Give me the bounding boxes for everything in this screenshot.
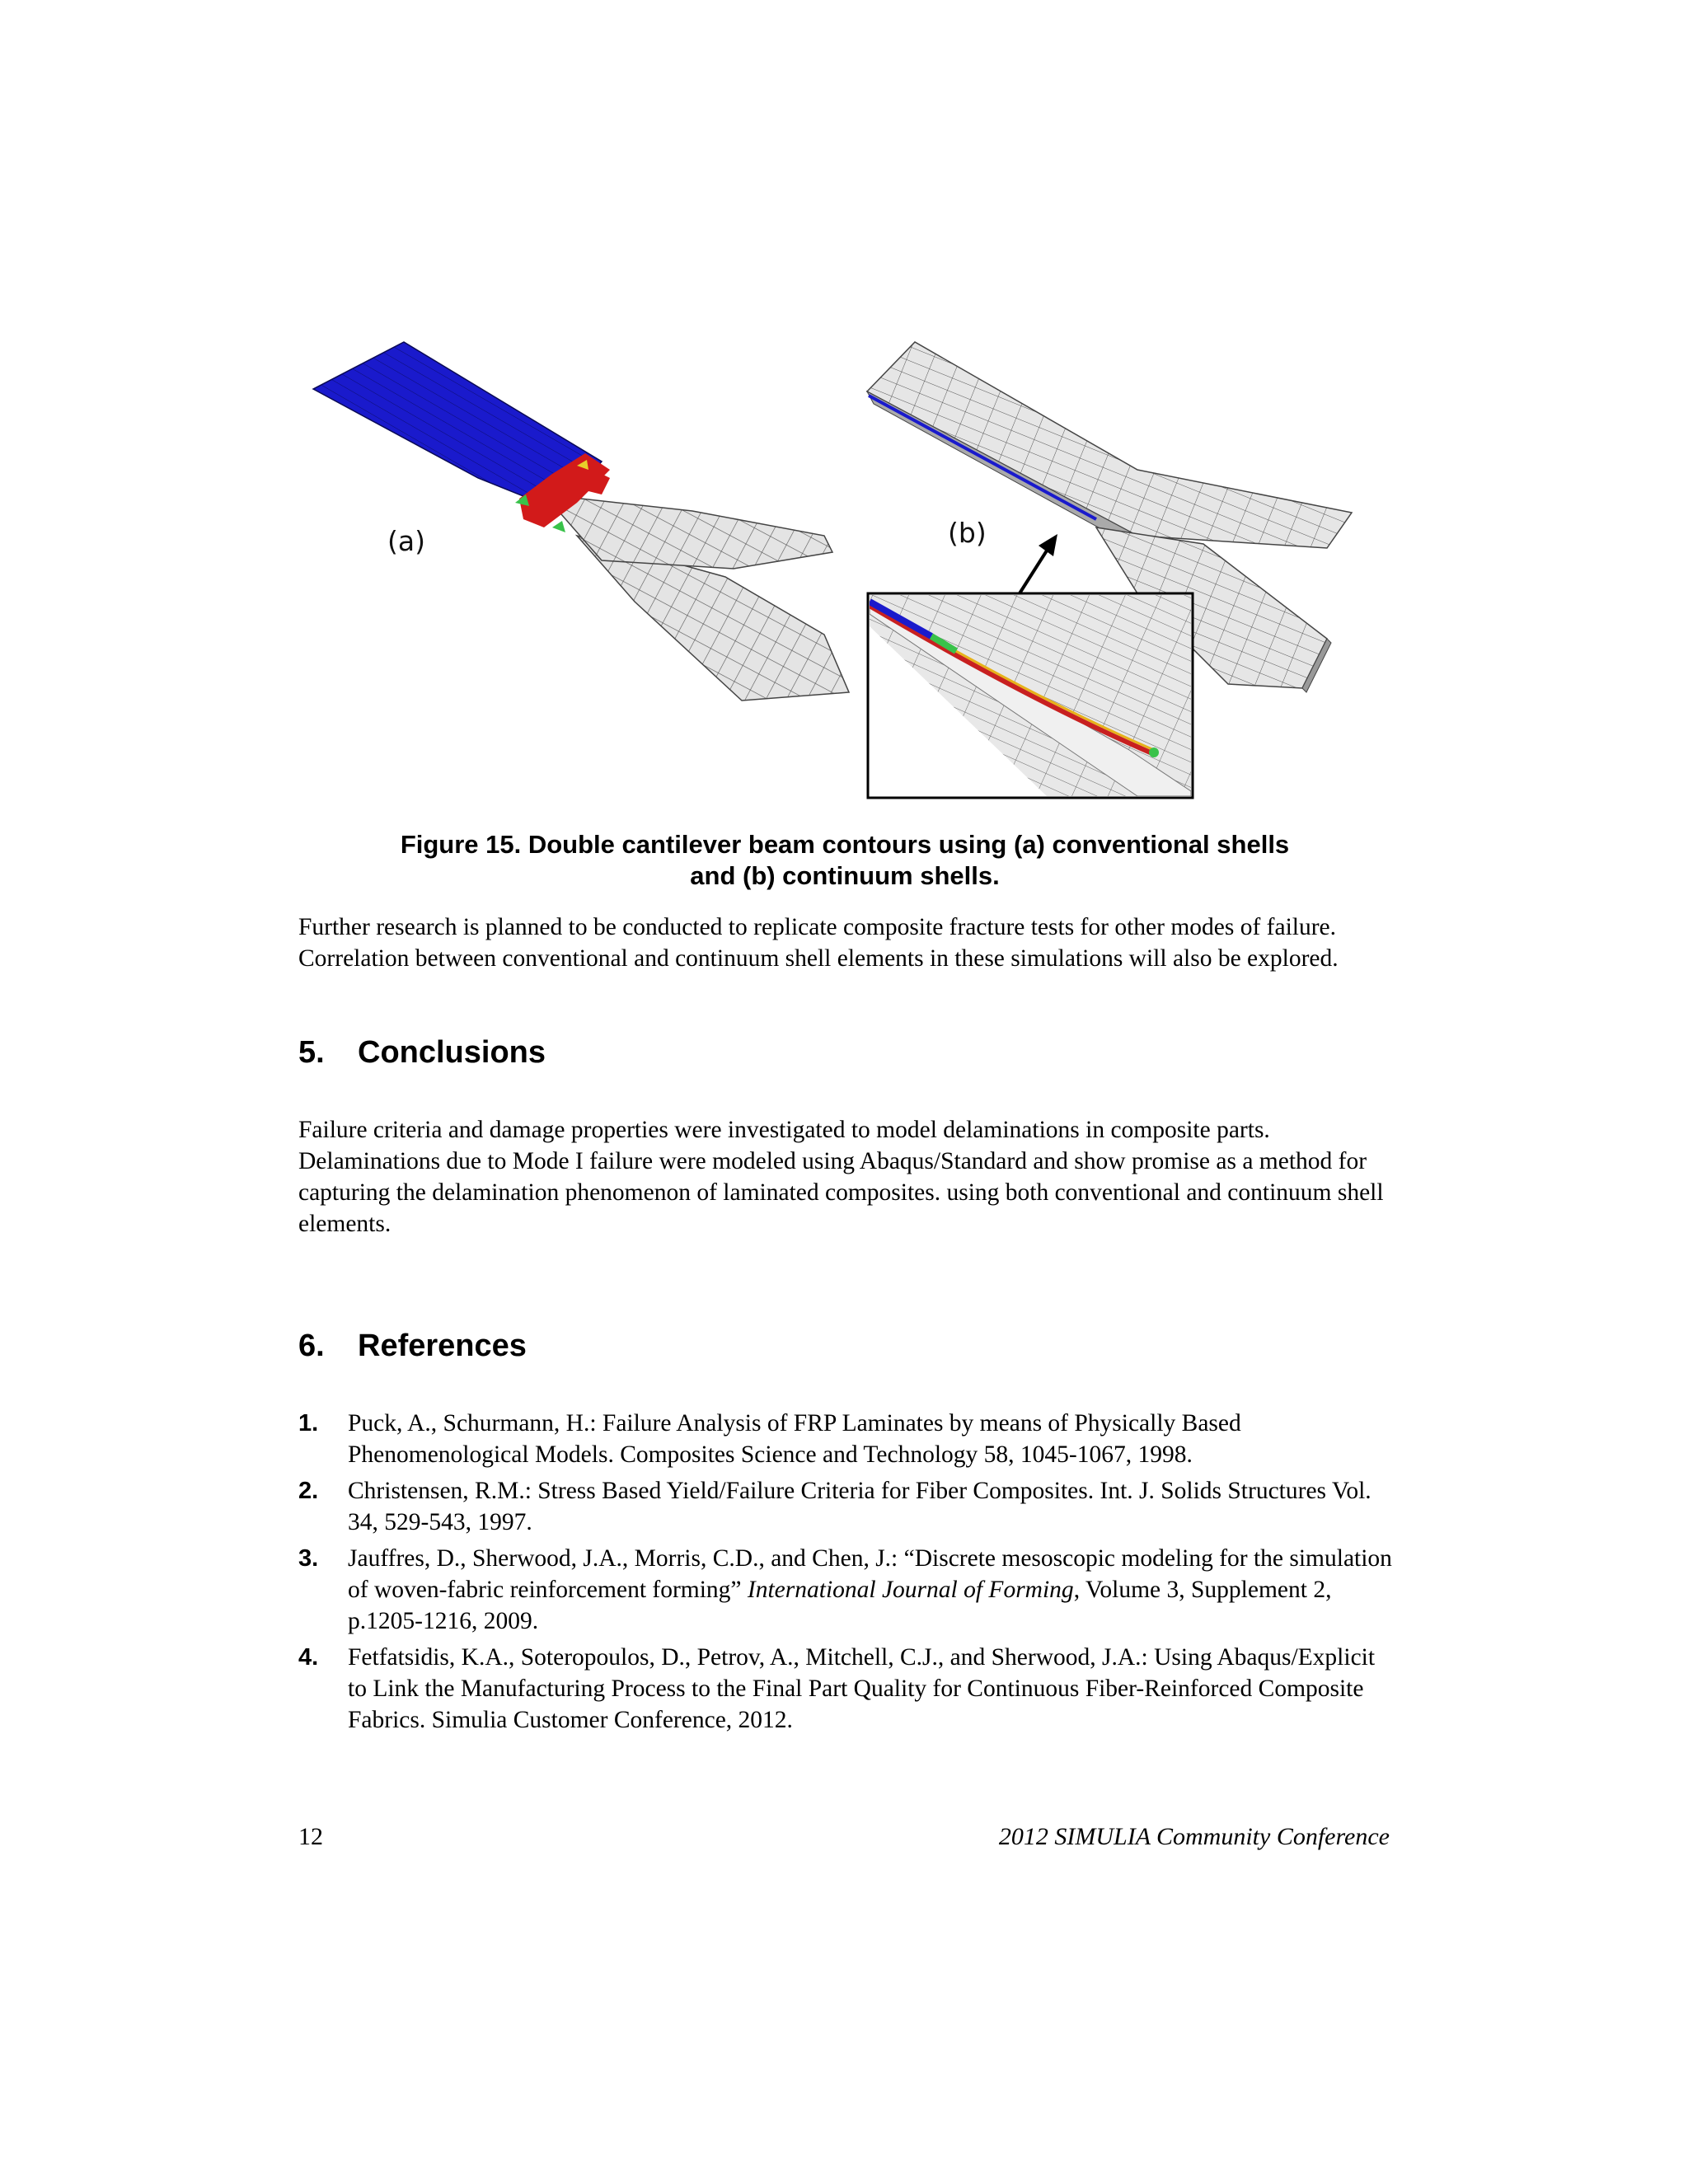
reference-number: 4.	[298, 1644, 319, 1671]
reference-list	[298, 1408, 1395, 1741]
reference-number: 3.	[298, 1545, 319, 1572]
reference-text: Puck, A., Schurmann, H.: Failure Analysis of FRP Laminates by means of Physically Based Phenomenological Models. Composites Science and Technology 58, 1045-1067, 1998.	[348, 1410, 1241, 1468]
figure-15-graphic	[305, 330, 1376, 808]
figure-caption-line1: Figure 15. Double cantilever beam contours using (a) conventional shells	[400, 830, 1290, 859]
inset-zoom	[868, 593, 1193, 798]
section-number: 5.	[298, 1035, 325, 1070]
reference-text: Christensen, R.M.: Stress Based Yield/Failure Criteria for Fiber Composites. Int. J. Solids Structures Vol. 34, 529-543, 1997.	[348, 1478, 1372, 1535]
page-number: 12	[298, 1823, 323, 1850]
reference-text: Fetfatsidis, K.A., Soteropoulos, D., Petrov, A., Mitchell, C.J., and Sherwood, J.A.: Using Abaqus/Explicit to Link the Manufacturing Process to the Final Part Quality for Continuous Fiber-Reinforced Composite Fabrics. Simulia Customer Conference, 2012.	[348, 1644, 1376, 1733]
section-title: References	[358, 1329, 527, 1363]
reference-item	[298, 1642, 1395, 1736]
reference-item	[298, 1543, 1395, 1637]
paragraph-conclusions: Failure criteria and damage properties were investigated to model delaminations in composite parts. Delaminations due to Mode I failure were modeled using Abaqus/Standard and show promise as a method for capturing the delamination phenomenon of laminated composites. using both conventional and continuum shell elements.	[298, 1117, 1384, 1237]
figure-caption-line2: and (b) continuum shells.	[690, 861, 1000, 890]
panel-a-model	[313, 342, 849, 701]
section-number: 6.	[298, 1329, 325, 1363]
figure-caption	[247, 829, 1442, 892]
panel-b-label: (b)	[948, 517, 987, 549]
reference-text	[348, 1545, 1392, 1634]
paragraph-further-research: Further research is planned to be conducted to replicate composite fracture tests for other modes of failure. Correlation between conventional and continuum shell elements in these simulations will also be explored.	[298, 914, 1339, 972]
panel-a-label: (a)	[387, 525, 425, 557]
inset-arrow-icon	[1020, 534, 1057, 593]
footer-conference: 2012 SIMULIA Community Conference	[998, 1823, 1390, 1850]
reference-text-after: , Volume 3, Supplement 2, p.1205-1216, 2009.	[348, 1577, 1332, 1634]
reference-text-before: Jauffres, D., Sherwood, J.A., Morris, C.D., and Chen, J.: “Discrete mesoscopic modeling for the simulation of woven-fabric reinforcement forming”	[348, 1545, 1392, 1603]
reference-journal: International Journal of Forming	[747, 1577, 1074, 1603]
reference-number: 1.	[298, 1410, 319, 1436]
reference-item	[298, 1408, 1395, 1470]
section-title: Conclusions	[358, 1035, 546, 1070]
figure-15	[305, 330, 1376, 808]
reference-number: 2.	[298, 1478, 319, 1504]
section-heading-conclusions	[298, 1035, 546, 1071]
section-heading-references	[298, 1329, 527, 1364]
reference-item	[298, 1475, 1395, 1538]
